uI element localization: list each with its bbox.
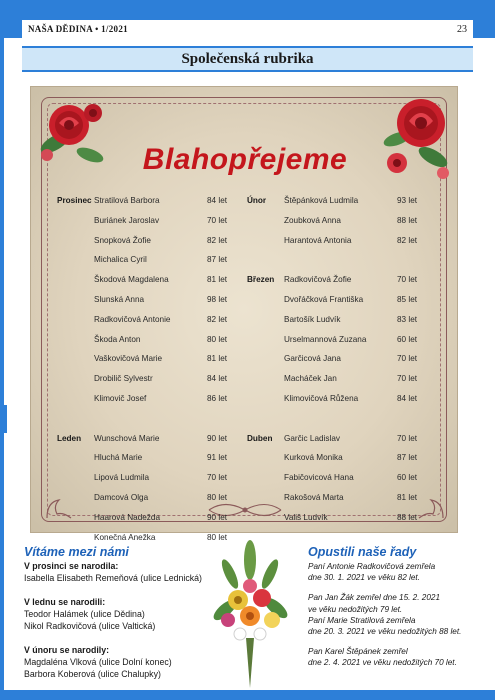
- person-name: Vaškovičová Marie: [94, 354, 163, 364]
- person-age: 60 let: [397, 473, 418, 483]
- person-name: Klimovič Josef: [94, 393, 147, 403]
- person-age: 80 let: [207, 532, 228, 542]
- entry-row: [57, 193, 242, 213]
- left-stripe-accent: [0, 405, 7, 433]
- entry-row: [57, 411, 242, 431]
- entry-row: [57, 252, 242, 272]
- entry-row: [57, 233, 242, 253]
- person-name: Snopková Žofie: [94, 235, 151, 245]
- person-name: Konečná Anežka: [94, 532, 156, 542]
- entry-row: [57, 450, 242, 470]
- person-name: Hluchá Marie: [94, 453, 143, 463]
- entry-row: [247, 252, 432, 272]
- obituary-line: dne 2. 4. 2021 ve věku nedožitých 70 let.: [308, 658, 457, 668]
- obituary-line: dne 20. 3. 2021 ve věku nedožitých 88 let.: [308, 627, 462, 637]
- obituary-line: ve věku nedožitých 79 let.: [308, 604, 403, 614]
- person-name: Škodová Magdalena: [94, 275, 169, 285]
- obituary-line: Paní Antonie Radkovičová zemřela: [308, 562, 436, 571]
- page-number: 23: [457, 23, 467, 35]
- entry-row: [57, 351, 242, 371]
- spacer: [24, 632, 214, 644]
- person-age: 80 let: [207, 334, 228, 344]
- person-age: 91 let: [207, 453, 228, 463]
- person-age: 86 let: [207, 393, 228, 403]
- spacer: [308, 637, 488, 646]
- person-age: 70 let: [207, 215, 228, 225]
- entry-row: [247, 411, 432, 431]
- obituary-line: Paní Marie Stratilová zemřela: [308, 615, 416, 625]
- entry-row: [57, 510, 242, 530]
- welcome-heading: Vítáme mezi námi: [24, 545, 129, 559]
- person-age: 88 let: [397, 512, 418, 522]
- person-name: Dvořáčková Františka: [284, 294, 364, 304]
- entry-row: [57, 470, 242, 490]
- bouquet-icon: [200, 538, 300, 690]
- birth-entry: Magdaléna Vlková (ulice Dolní konec): [24, 657, 172, 667]
- spacer: [24, 584, 214, 596]
- entry-row: [247, 292, 432, 312]
- person-name: Lipová Ludmila: [94, 473, 150, 483]
- entry-row: [247, 490, 432, 510]
- entry-row: [247, 450, 432, 470]
- departed-heading: Opustili naše řady: [308, 545, 417, 559]
- bottom-stripe: [0, 690, 495, 700]
- entry-row: [247, 510, 432, 530]
- person-age: 82 let: [397, 235, 418, 245]
- person-age: 90 let: [207, 433, 228, 443]
- person-name: Harantová Antonia: [284, 235, 352, 245]
- left-column: [57, 193, 242, 549]
- welcome-section: [24, 545, 214, 680]
- page-header: [22, 20, 473, 38]
- person-age: 81 let: [207, 275, 228, 285]
- person-age: 70 let: [397, 374, 418, 384]
- month-label: Únor: [247, 196, 267, 205]
- person-name: Rakošová Marta: [284, 492, 344, 502]
- person-age: 70 let: [207, 473, 228, 483]
- person-age: 98 let: [207, 294, 228, 304]
- person-age: 84 let: [207, 196, 228, 205]
- month-label: Březen: [247, 275, 275, 285]
- entry-row: [57, 332, 242, 352]
- person-name: Michalica Cyril: [94, 255, 147, 265]
- person-age: 82 let: [207, 314, 228, 324]
- card-title: Blahopřejeme: [142, 143, 348, 176]
- obituary-line: Pan Karel Štěpánek zemřel: [308, 647, 408, 657]
- person-age: 84 let: [397, 393, 418, 403]
- person-name: Garčicová Jana: [284, 354, 341, 364]
- magazine-title: NAŠA DĚDINA • 1/2021: [28, 24, 128, 34]
- person-name: Radkovičová Antonie: [94, 314, 171, 324]
- month-label: Prosinec: [57, 196, 92, 205]
- person-age: 80 let: [207, 492, 228, 502]
- entry-row: [247, 470, 432, 490]
- person-name: Haarová Nadežda: [94, 512, 160, 522]
- entry-row: [247, 431, 432, 451]
- right-column: [247, 193, 432, 530]
- person-age: 60 let: [397, 334, 418, 344]
- person-name: Zoubková Anna: [284, 215, 341, 225]
- obituary-line: Pan Jan Žák zemřel dne 15. 2. 2021: [308, 593, 440, 603]
- section-title: Společenská rubrika: [181, 50, 314, 67]
- birth-group-title: V lednu se narodili:: [24, 597, 106, 607]
- birth-entry: Isabella Elisabeth Remeňová (ulice Lednická): [24, 573, 202, 583]
- person-age: 93 let: [397, 196, 418, 205]
- entry-row: [57, 292, 242, 312]
- person-name: Klimovičová Růžena: [284, 393, 359, 403]
- birth-entry: Nikol Radkovičová (ulice Valtická): [24, 621, 156, 631]
- birth-entry: Teodor Halámek (ulice Dědina): [24, 609, 145, 619]
- entry-row: [247, 391, 432, 411]
- birth-entry: Barbora Koberová (ulice Chalupky): [24, 669, 161, 679]
- section-bar: [22, 46, 473, 72]
- person-age: 87 let: [207, 255, 228, 265]
- birth-group-title: V prosinci se narodila:: [24, 561, 119, 571]
- person-name: Urselmannová Zuzana: [284, 334, 367, 344]
- person-name: Štěpánková Ludmila: [284, 196, 359, 205]
- person-name: Garčic Ladislav: [284, 433, 340, 443]
- person-age: 82 let: [207, 235, 228, 245]
- person-age: 70 let: [397, 275, 418, 285]
- person-name: Damcová Olga: [94, 492, 149, 502]
- person-name: Vališ Ludvík: [284, 512, 328, 522]
- month-label: Duben: [247, 433, 273, 443]
- departed-groups: [308, 561, 488, 669]
- person-age: 70 let: [397, 354, 418, 364]
- person-name: Bartošík Ludvík: [284, 314, 341, 324]
- entry-row: [247, 351, 432, 371]
- person-name: Kurková Monika: [284, 453, 343, 463]
- entry-row: [247, 371, 432, 391]
- spacer: [308, 583, 488, 592]
- person-age: 81 let: [207, 354, 228, 364]
- entry-row: [57, 490, 242, 510]
- person-name: Macháček Jan: [284, 374, 337, 384]
- person-age: 90 let: [207, 512, 228, 522]
- obituary-line: dne 30. 1. 2021 ve věku 82 let.: [308, 573, 420, 583]
- entry-row: [57, 312, 242, 332]
- person-name: Wunschová Marie: [94, 433, 160, 443]
- person-age: 70 let: [397, 433, 418, 443]
- entry-row: [57, 213, 242, 233]
- month-label: Leden: [57, 433, 82, 443]
- entry-row: [57, 272, 242, 292]
- departed-section: [308, 545, 488, 669]
- entry-row: [247, 312, 432, 332]
- entry-row: [57, 391, 242, 411]
- entry-row: [247, 272, 432, 292]
- congratulations-card: [30, 86, 458, 542]
- entry-row: [247, 193, 432, 213]
- person-age: 85 let: [397, 294, 418, 304]
- person-name: Stratilová Barbora: [94, 196, 160, 205]
- entry-row: [247, 332, 432, 352]
- person-age: 87 let: [397, 453, 418, 463]
- person-name: Fabičovicová Hana: [284, 473, 354, 483]
- person-age: 81 let: [397, 492, 418, 502]
- person-age: 88 let: [397, 215, 418, 225]
- person-name: Buriánek Jaroslav: [94, 215, 160, 225]
- person-age: 84 let: [207, 374, 228, 384]
- person-name: Škoda Anton: [94, 334, 141, 344]
- person-age: 83 let: [397, 314, 418, 324]
- left-stripe: [0, 38, 4, 700]
- person-name: Radkovičová Žofie: [284, 275, 352, 285]
- entry-row: [247, 233, 432, 253]
- person-name: Slunská Anna: [94, 294, 145, 304]
- entry-row: [57, 371, 242, 391]
- entry-row: [57, 431, 242, 451]
- birth-group-title: V únoru se narodily:: [24, 645, 110, 655]
- welcome-groups: [24, 560, 214, 680]
- person-name: Drobilič Sylvestr: [94, 374, 153, 384]
- entry-row: [247, 213, 432, 233]
